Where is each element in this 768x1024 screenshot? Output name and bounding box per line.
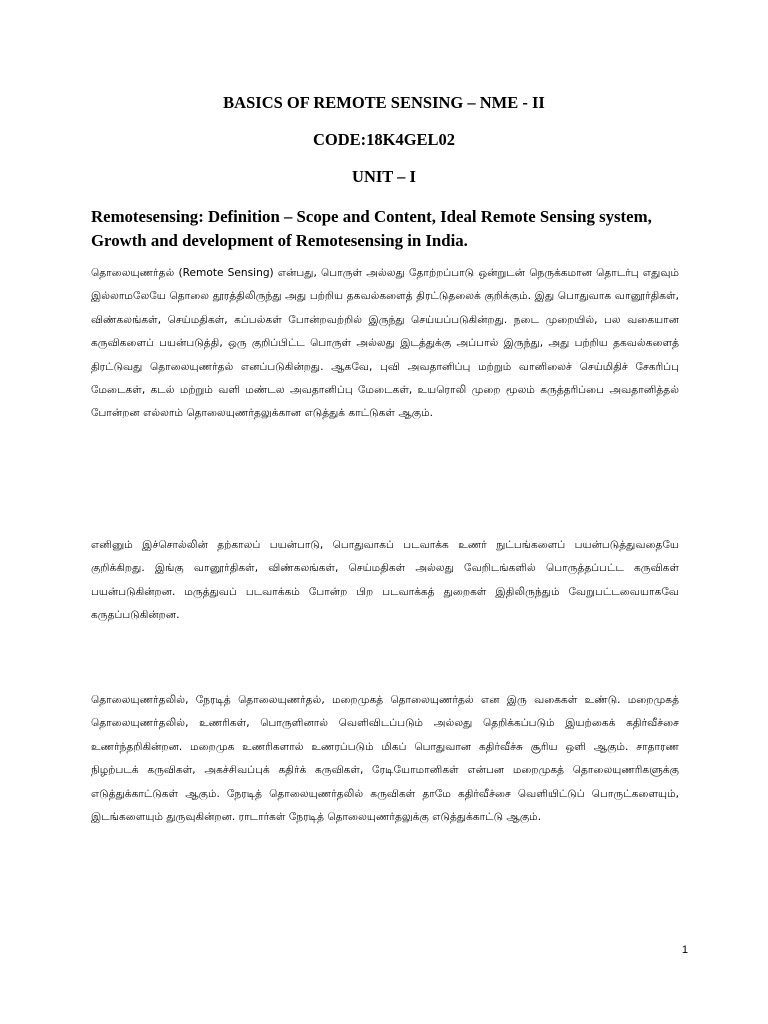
section-heading: Remotesensing: Definition – Scope and Content, Ideal Remote Sensing system, Growth and development of Remotesensing in India. <box>91 207 652 250</box>
course-code: CODE:18K4GEL02 <box>312 130 456 149</box>
document-title: BASICS OF REMOTE SENSING – NME - II <box>223 93 545 112</box>
unit-heading: UNIT – I <box>352 167 416 186</box>
page-number: 1 <box>681 944 688 956</box>
paragraph-modern-usage: எனினும் இச்சொல்லின் தற்காலப் பயன்பாடு, பொதுவாகப் படவாக்க உணர் நுட்பங்களைப் பயன்படுத்துவதையே குறிக்கிறது. இங்கு வானூர்திகள், விண்கலங்கள், செய்மதிகள் அல்லது வேறிடங்களில் பொருத்தப்பட்ட கருவிகள் பயன்படுகின்றன. மருத்துவப் படவாக்கம் போன்ற பிற படவாக்கத் துறைகள் இதிலிருந்தும் வேறுபட்டவையாகவே கருதப்படுகின்றன. <box>91 539 679 622</box>
paragraph-types: தொலையுணர்தலில், நேரடித் தொலையுணர்தல், மறைமுகத் தொலையுணர்தல் என இரு வகைகள் உண்டு. மறைமுகத் தொலையுணர்தலில், உணரிகள், பொருளினால் வெளிவிடப்படும் அல்லது தெறிக்கப்படும் இயற்கைக் கதிர்வீச்சை உணர்ந்தறிகின்றன. மறைமுக உணரிகளால் உணரப்படும் மிகப் பொதுவான கதிர்வீச்சு சூரிய ஒளி ஆகும். சாதாரண நிழற்படக் கருவிகள், அகச்சிவப்புக் கதிர்க் கருவிகள், ரேடியோமானிகள் என்பன மறைமுகத் தொலையுணரிகளுக்கு எடுத்துக்காட்டுகள் ஆகும். நேரடித் தொலையுணர்தலில் கருவிகள் தாமே கதிர்வீச்சை வெளியிட்டுப் பொருட்களையும், இடங்களையும் துருவுகின்றன. ராடார்கள் நேரடித் தொலையுணர்தலுக்கு எடுத்துக்காட்டு ஆகும். <box>91 694 679 824</box>
paragraph-definition: தொலையுணர்தல் (Remote Sensing) என்பது, பொருள் அல்லது தோற்றப்பாடு ஒன்றுடன் நெருக்கமான தொடர்பு எதுவும் இல்லாமலேயே தொலை தூரத்திலிருந்து அது பற்றிய தகவல்களைத் திரட்டுதலைக் குறிக்கும். இது பொதுவாக வானூர்திகள், விண்கலங்கள், செய்மதிகள், கப்பல்கள் போன்றவற்றில் இருந்து செய்யப்படுகின்றது. நடை முறையில், பல வகையான கருவிகளைப் பயன்படுத்தி, ஒரு குறிப்பிட்ட பொருள் அல்லது இடத்துக்கு அப்பால் இருந்து, அது பற்றிய தகவல்களைத் திரட்டுவது தொலையுணர்தல் எனப்படுகின்றது. ஆகவே, புவி அவதானிப்பு மற்றும் வானிலைச் செய்மிதிச் சேகரிப்பு மேடைகள், கடல் மற்றும் வளி மண்டல அவதானிப்பு மேடைகள், உயரொலி முறை மூலம் கருத்தரிப்பை அவதானித்தல் போன்றன எல்லாம் தொலையுணர்தலுக்கான எடுத்துக் காட்டுகள் ஆகும். <box>91 267 679 420</box>
